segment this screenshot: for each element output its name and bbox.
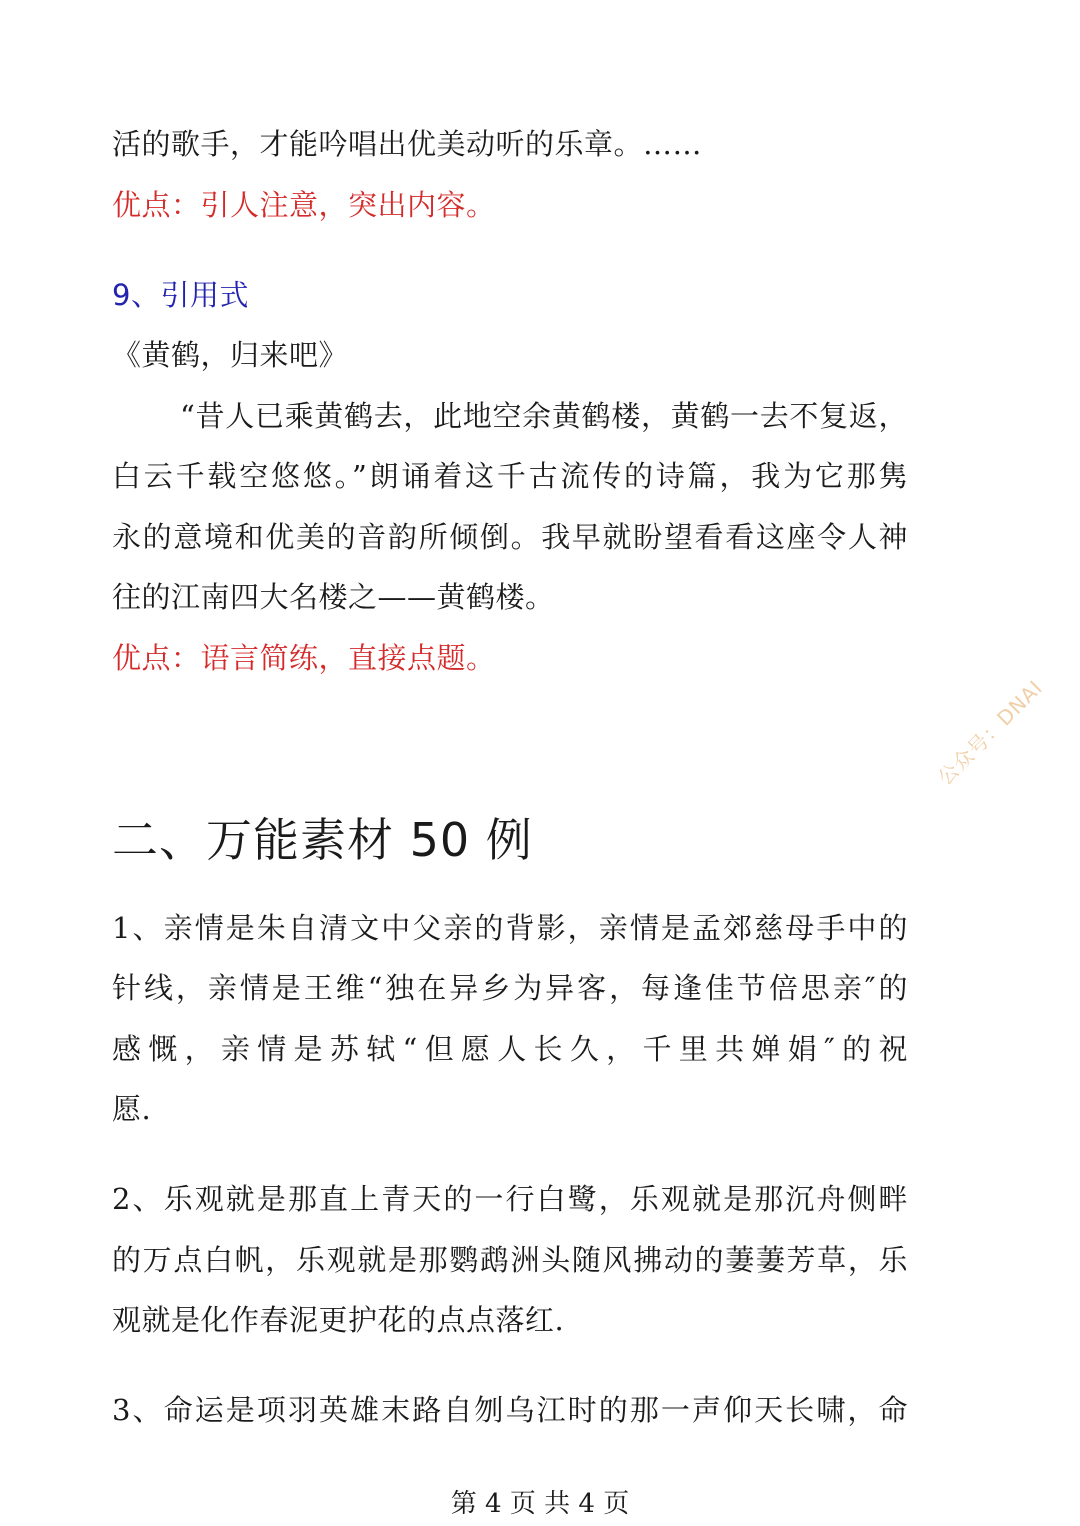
page-footer: 第 4 页 共 4 页 [450,1489,630,1519]
item-1-line: 针线，亲情是王维“独在异乡为异客，每逢佳节倍思亲″的 [112,971,908,1005]
watermark: 公众号：DNAI [932,675,1048,790]
continuation-line: 活的歌手，才能吟唱出优美动听的乐章。…… [112,127,703,161]
paragraph-line: 往的江南四大名楼之——黄鹤楼。 [112,580,555,614]
item-1-line: 愿. [112,1092,152,1126]
section-9-heading: 9、引用式 [112,278,249,312]
item-2-line: 观就是化作春泥更护花的点点落红. [112,1303,565,1337]
item-1-line: 感慨，亲情是苏轼“但愿人长久，千里共婵娟″的祝 [112,1032,908,1066]
paragraph-line: 白云千载空悠悠。”朗诵着这千古流传的诗篇，我为它那隽 [112,459,908,493]
merit-note-9: 优点：语言简练，直接点题。 [112,641,496,675]
section-title: 二、万能素材 50 例 [112,813,533,867]
item-2-line: 2、乐观就是那直上青天的一行白鹭，乐观就是那沉舟侧畔 [112,1182,908,1216]
item-2-line: 的万点白帆，乐观就是那鹦鹉洲头随风拂动的萋萋芳草，乐 [112,1243,908,1277]
paragraph-line: “昔人已乘黄鹤去，此地空余黄鹤楼，黄鹤一去不复返， [180,399,908,433]
paragraph-line: 永的意境和优美的音韵所倾倒。我早就盼望看看这座令人神 [112,520,908,554]
merit-note-8: 优点：引人注意，突出内容。 [112,188,496,222]
essay-title: 《黄鹤，归来吧》 [112,338,349,372]
item-1-line: 1、亲情是朱自清文中父亲的背影，亲情是孟郊慈母手中的 [112,911,908,945]
item-3-line: 3、命运是项羽英雄末路自刎乌江时的那一声仰天长啸，命 [112,1393,908,1427]
